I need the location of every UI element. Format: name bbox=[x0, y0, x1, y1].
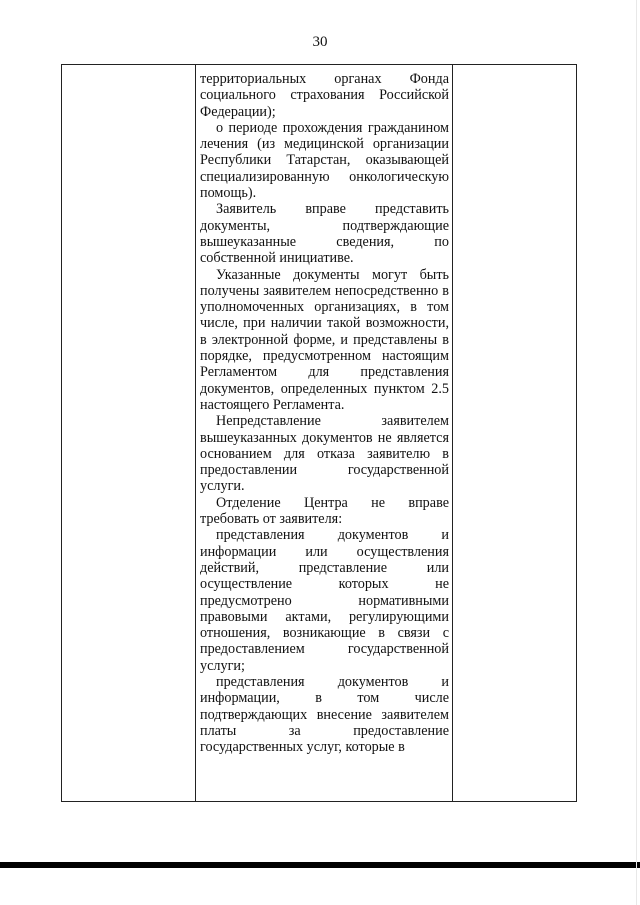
paragraph: представления документов и информации или осуществления действий, представление или осуществление которых не предусмотрено нормативными правовыми актами, регулирующими отношения, возникающие в связи с предоставлением государственной услуги; bbox=[200, 527, 449, 674]
table-cell-middle bbox=[200, 71, 449, 755]
document-table bbox=[61, 64, 577, 802]
paragraph: Указанные документы могут быть получены заявителем непосредственно в уполномоченных организациях, в том числе, при наличии такой возможности, в электронной форме, и представлены в порядке, предусмотренном настоящим Регламентом для представления документов, определенных пунктом 2.5 настоящего Регламента. bbox=[200, 266, 449, 413]
paragraph: Непредставление заявителем вышеуказанных документов не является основанием для отказа заявителю в предоставлении государственной услуги. bbox=[200, 413, 449, 495]
table-cell-right bbox=[453, 65, 576, 801]
scan-edge bbox=[636, 0, 637, 905]
paragraph: территориальных органах Фонда социального страхования Российской Федерации); bbox=[200, 71, 449, 120]
page-number: 30 bbox=[312, 34, 328, 50]
paragraph: Отделение Центра не вправе требовать от заявителя: bbox=[200, 494, 449, 528]
column-divider-left bbox=[195, 65, 196, 801]
paragraph: о периоде прохождения гражданином лечения (из медицинской организации Республики Татарстан, оказывающей специализированную онкологическую помощь). bbox=[200, 119, 449, 202]
paragraph: Заявитель вправе представить документы, подтверждающие вышеуказанные сведения, по собственной инициативе. bbox=[200, 201, 449, 267]
table-cell-left bbox=[62, 65, 195, 801]
scan-border-bar bbox=[0, 862, 640, 868]
paragraph: представления документов и информации, в том числе подтверждающих внесение заявителем платы за предоставление государственных услуг, которые в bbox=[200, 673, 449, 756]
